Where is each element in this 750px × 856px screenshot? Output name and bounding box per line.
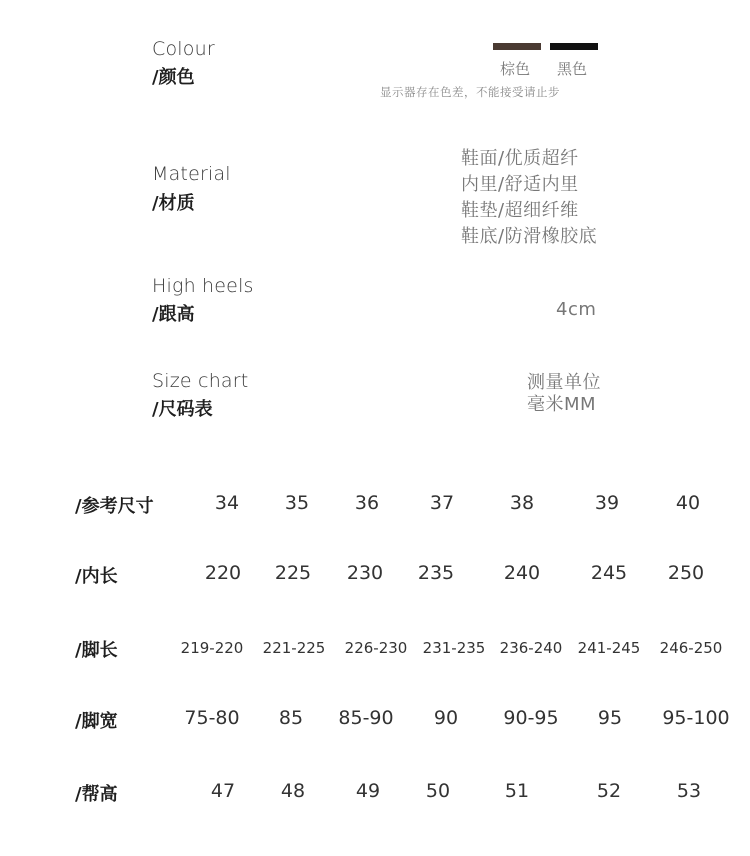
colour-label-cn: /颜色 <box>152 67 195 88</box>
heels-value: 4cm <box>556 299 597 320</box>
material-label-en: Material <box>152 163 231 185</box>
table-cell: 48 <box>280 780 306 802</box>
material-label-cn: /材质 <box>152 193 195 214</box>
size-chart-label-cn: /尺码表 <box>152 399 213 420</box>
table-cell: 37 <box>429 492 455 514</box>
colour-label-en: Colour <box>152 38 215 60</box>
table-cell: 230 <box>346 562 384 584</box>
table-cell: 95 <box>597 707 623 729</box>
table-cell: 236-240 <box>499 639 563 657</box>
table-cell: 240 <box>503 562 541 584</box>
table-cell: 245 <box>590 562 628 584</box>
table-cell: 241-245 <box>577 639 641 657</box>
heels-label-cn: /跟高 <box>152 304 195 325</box>
table-cell: 85 <box>278 707 304 729</box>
colour-note: 显示器存在色差，不能接受请止步 <box>380 85 560 99</box>
table-cell: 225 <box>274 562 312 584</box>
table-cell: 36 <box>354 492 380 514</box>
table-cell: 50 <box>425 780 451 802</box>
table-cell: 226-230 <box>344 639 408 657</box>
table-cell: 39 <box>594 492 620 514</box>
material-line: 鞋底/防滑橡胶底 <box>461 226 598 247</box>
table-row-label: /脚宽 <box>75 711 118 732</box>
material-line: 鞋垫/超细纤维 <box>461 200 579 221</box>
table-cell: 34 <box>214 492 240 514</box>
table-row-label: /参考尺寸 <box>75 496 154 517</box>
size-unit-line1: 测量单位 <box>527 372 601 393</box>
table-cell: 231-235 <box>422 639 486 657</box>
table-cell: 221-225 <box>262 639 326 657</box>
size-chart-label-en: Size chart <box>152 370 249 392</box>
table-cell: 35 <box>284 492 310 514</box>
heels-label-en: High heels <box>152 275 254 297</box>
table-cell: 75-80 <box>184 707 240 729</box>
table-cell: 90-95 <box>503 707 559 729</box>
swatch-name-black: 黑色 <box>557 60 588 78</box>
swatch-black <box>550 43 598 50</box>
table-cell: 47 <box>210 780 236 802</box>
table-cell: 250 <box>667 562 705 584</box>
table-cell: 49 <box>355 780 381 802</box>
table-cell: 220 <box>204 562 242 584</box>
material-line: 内里/舒适内里 <box>461 174 579 195</box>
table-cell: 38 <box>509 492 535 514</box>
table-row-label: /脚长 <box>75 640 118 661</box>
table-cell: 90 <box>433 707 459 729</box>
table-cell: 246-250 <box>659 639 723 657</box>
table-cell: 40 <box>675 492 701 514</box>
table-cell: 235 <box>417 562 455 584</box>
table-cell: 219-220 <box>180 639 244 657</box>
table-cell: 85-90 <box>338 707 394 729</box>
swatch-brown <box>493 43 541 50</box>
table-row-label: /内长 <box>75 566 118 587</box>
swatch-name-brown: 棕色 <box>500 60 531 78</box>
size-unit <box>527 372 601 416</box>
table-cell: 95-100 <box>662 707 730 729</box>
material-line: 鞋面/优质超纤 <box>461 148 579 169</box>
table-cell: 53 <box>676 780 702 802</box>
material-list <box>461 146 597 250</box>
size-unit-line2: 毫米MM <box>527 394 597 415</box>
table-cell: 52 <box>596 780 622 802</box>
table-row-label: /帮高 <box>75 784 118 805</box>
table-cell: 51 <box>504 780 530 802</box>
